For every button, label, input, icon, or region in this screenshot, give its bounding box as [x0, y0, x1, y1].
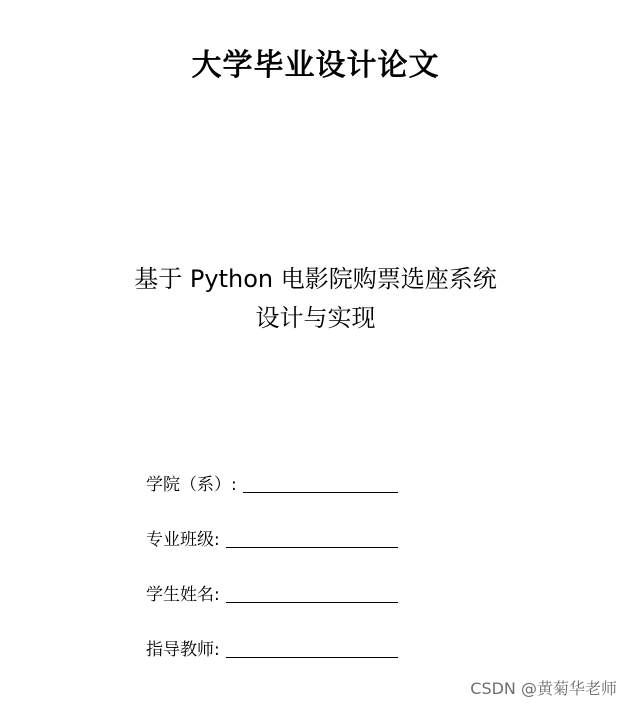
advisor-label: 指导教师:	[146, 640, 220, 660]
major-class-blank-line	[226, 529, 398, 548]
thesis-title-line2: 设计与实现	[255, 304, 376, 332]
major-class-field	[146, 526, 398, 550]
advisor-blank-line	[226, 639, 398, 658]
advisor-field	[146, 636, 398, 660]
college-blank-line	[243, 474, 398, 493]
university-title: 大学毕业设计论文	[191, 48, 440, 83]
student-name-field	[146, 581, 398, 605]
college-label: 学院（系）:	[146, 475, 237, 495]
thesis-title-line1: 基于 Python 电影院购票选座系统	[134, 265, 497, 293]
csdn-watermark: CSDN @黄菊华老师	[470, 679, 617, 698]
student-name-label: 学生姓名:	[146, 585, 220, 605]
major-class-label: 专业班级:	[146, 530, 220, 550]
college-field	[146, 471, 398, 495]
student-name-blank-line	[226, 584, 398, 603]
